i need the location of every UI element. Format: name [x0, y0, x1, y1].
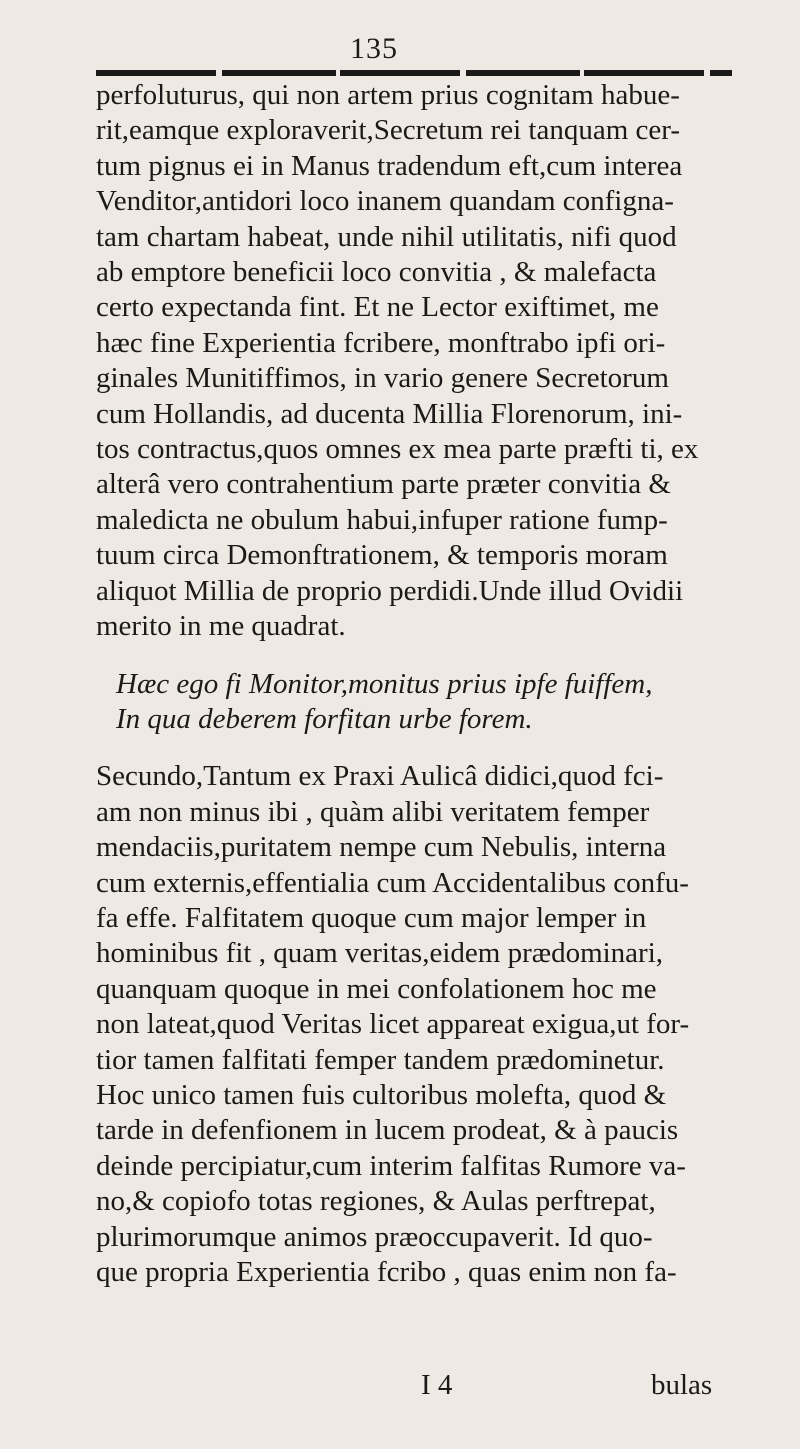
text-line: tum pignus ei in Manus tradendum eft,cum interea — [96, 149, 683, 182]
text-line: Secundo,Tantum ex Praxi Aulicâ didici,quod fci- — [96, 760, 664, 793]
text-line: tior tamen falfitati femper tandem prædominetur. — [96, 1043, 665, 1076]
text-line: plurimorumque animos præoccupaverit. Id quo- — [96, 1220, 653, 1253]
paragraph-gap — [96, 645, 746, 667]
header-rule — [96, 70, 732, 76]
text-line: Hoc unico tamen fuis cultoribus molefta, quod & — [96, 1078, 667, 1111]
text-line: certo expectanda fint. Et ne Lector exiftimet, me — [96, 291, 659, 324]
text-line: am non minus ibi , quàm alibi veritatem femper — [96, 795, 650, 828]
paragraph-1 — [96, 78, 746, 645]
paragraph-gap — [96, 737, 746, 759]
text-line: merito in me quadrat. — [96, 610, 346, 643]
text-line: cum Hollandis, ad ducenta Millia Florenorum, ini- — [96, 397, 683, 430]
text-line: perfoluturus, qui non artem prius cognitam habue- — [96, 79, 680, 111]
text-line: maledicta ne obulum habui,infuper ratione fump- — [96, 503, 668, 536]
text-line: cum externis,effentialia cum Accidentalibus confu- — [96, 866, 689, 899]
text-line: no,& copiofo totas regiones, & Aulas perftrepat, — [96, 1185, 656, 1218]
body-text — [96, 78, 746, 1290]
text-line: quanquam quoque in mei confolationem hoc me — [96, 972, 657, 1005]
paragraph-2 — [96, 759, 746, 1290]
text-line: tuum circa Demonftrationem, & temporis moram — [96, 539, 668, 572]
text-line: hæc fine Experientia fcribere, monftrabo ipfi ori- — [96, 326, 666, 359]
text-line: tos contractus,quos omnes ex mea parte præfti ti, ex — [96, 433, 699, 466]
ovid-verse — [96, 667, 746, 738]
text-line: tam chartam habeat, unde nihil utilitatis, nifi quod — [96, 220, 677, 253]
text-line: alterâ vero contrahentium parte præter convitia & — [96, 468, 671, 501]
verse-line: In qua deberem forfitan urbe forem. — [116, 702, 533, 735]
text-line: aliquot Millia de proprio perdidi.Unde illud Ovidii — [96, 574, 684, 607]
text-line: mendaciis,puritatem nempe cum Nebulis, interna — [96, 831, 667, 864]
text-line: fa effe. Falfitatem quoque cum major lemper in — [96, 901, 647, 934]
text-line: tarde in defenfionem in lucem prodeat, & à paucis — [96, 1114, 679, 1147]
text-line: Venditor,antidori loco inanem quandam configna- — [96, 185, 674, 218]
text-line: rit,eamque exploraverit,Secretum rei tanquam cer- — [96, 114, 680, 147]
page-number: 135 — [350, 32, 398, 65]
text-line: ginales Munitiffimos, in vario genere Secretorum — [96, 362, 669, 395]
text-line: que propria Experientia fcribo , quas enim non fa- — [96, 1256, 677, 1288]
text-line: ab emptore beneficii loco convitia , & malefacta — [96, 256, 657, 289]
text-line: hominibus fit , quam veritas,eidem prædominari, — [96, 937, 664, 970]
catchword: bulas — [651, 1369, 713, 1401]
signature-mark: I 4 — [421, 1369, 453, 1401]
verse-line: Hæc ego fi Monitor,monitus prius ipfe fuiffem, — [116, 667, 653, 700]
text-line: deinde percipiatur,cum interim falfitas Rumore va- — [96, 1149, 686, 1182]
text-line: non lateat,quod Veritas licet appareat exigua,ut for- — [96, 1008, 690, 1041]
